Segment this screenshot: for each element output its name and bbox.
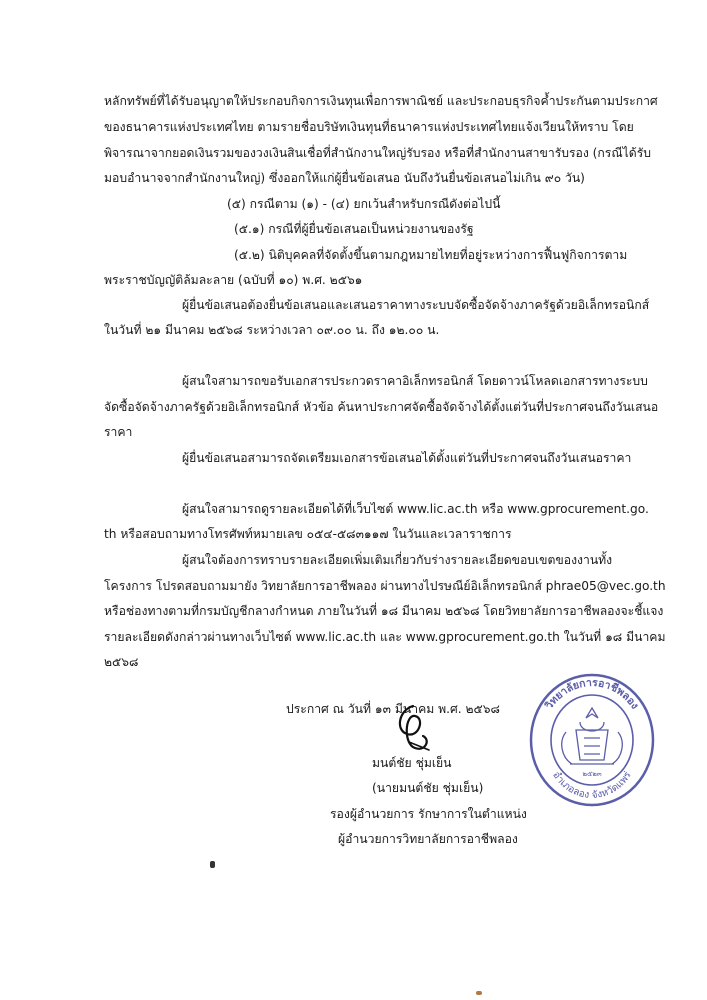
signer-acting-position: ผู้อำนวยการวิทยาลัยการอาชีพลอง — [338, 832, 518, 846]
svg-text:๒๕๒๓: ๒๕๒๓ — [582, 770, 602, 778]
text-line: รายละเอียดดังกล่าวผ่านทางเว็บไซต์ www.lic.ac.th และ www.gprocurement.go.th ในวันที่ ๑๘ มีนาคม — [104, 630, 666, 644]
text-line: ผู้สนใจสามารถขอรับเอกสารประกวดราคาอิเล็กทรอนิกส์ โดยดาวน์โหลดเอกสารทางระบบ — [182, 374, 648, 388]
text-line: ราคา — [104, 425, 133, 439]
clause-5: (๕) กรณีตาม (๑) - (๔) ยกเว้นสำหรับกรณีดังต่อไปนี้ — [227, 197, 501, 211]
text-line: ผู้สนใจต้องการทราบรายละเอียดเพิ่มเติมเกี่ยวกับร่างรายละเอียดขอบเขตของงานทั้ง — [182, 553, 613, 567]
signer-full-name: (นายมนต์ชัย ชุ่มเย็น) — [372, 781, 484, 795]
announcement-date: ประกาศ ณ วันที่ ๑๓ มีนาคม พ.ศ. ๒๕๖๘ — [286, 702, 500, 716]
text-line: หลักทรัพย์ที่ได้รับอนุญาตให้ประกอบกิจการเงินทุนเพื่อการพาณิชย์ และประกอบธุรกิจค้ำประกันตามประกาศ — [104, 94, 658, 108]
text-line: ผู้สนใจสามารถดูรายละเอียดได้ที่เว็บไซต์ www.lic.ac.th หรือ www.gprocurement.go. — [182, 502, 649, 516]
svg-text:อำเภอลอง จังหวัดแพร่: อำเภอลอง จังหวัดแพร่ — [550, 769, 634, 802]
clause-5-2: (๕.๒) นิติบุคคลที่จัดตั้งขึ้นตามกฎหมายไทยที่อยู่ระหว่างการฟื้นฟูกิจการตาม — [234, 248, 628, 262]
text-line: ในวันที่ ๒๑ มีนาคม ๒๕๖๘ ระหว่างเวลา ๐๙.๐๐ น. ถึง ๑๒.๐๐ น. — [104, 323, 440, 337]
text-line: มอบอำนาจจากสำนักงานใหญ่) ซึ่งออกให้แก่ผู้ยื่นข้อเสนอ นับถึงวันยื่นข้อเสนอไม่เกิน ๙๐ วัน) — [104, 171, 585, 185]
svg-text:วิทยาลัยการอาชีพลอง: วิทยาลัยการอาชีพลอง — [543, 676, 641, 712]
college-seal — [528, 672, 656, 808]
text-line: หรือช่องทางตามที่กรมบัญชีกลางกำหนด ภายในวันที่ ๑๘ มีนาคม ๒๕๖๘ โดยวิทยาลัยการอาชีพลองจะชี้แจง — [104, 604, 664, 618]
text-line: ๒๕๖๘ — [104, 655, 139, 669]
ink-speck — [210, 861, 215, 868]
text-line: โครงการ โปรดสอบถามมายัง วิทยาลัยการอาชีพลอง ผ่านทางไปรษณีย์อิเล็กทรอนิกส์ phrae05@vec.go.th — [104, 579, 666, 593]
text-line: ผู้ยื่นข้อเสนอต้องยื่นข้อเสนอและเสนอราคาทางระบบจัดซื้อจัดจ้างภาครัฐด้วยอิเล็กทรอนิกส์ — [182, 298, 650, 312]
signer-position: รองผู้อำนวยการ รักษาการในตำแหน่ง — [330, 807, 527, 821]
text-line: พิจารณาจากยอดเงินรวมของวงเงินสินเชื่อที่สำนักงานใหญ่รับรอง หรือที่สำนักงานสาขารับรอง (กรณีได้รับ — [104, 146, 651, 160]
text-line: th หรือสอบถามทางโทรศัพท์หมายเลข ๐๕๔-๕๘๓๑๑๗ ในวันและเวลาราชการ — [104, 527, 512, 541]
text-line: ของธนาคารแห่งประเทศไทย ตามรายชื่อบริษัทเงินทุนที่ธนาคารแห่งประเทศไทยแจ้งเวียนให้ทราบ โดย — [104, 120, 634, 134]
ink-speck — [476, 991, 482, 995]
signature-mark — [385, 700, 445, 760]
signer-name: มนต์ชัย ชุ่มเย็น — [372, 756, 452, 770]
clause-5-2-continued: พระราชบัญญัติล้มละลาย (ฉบับที่ ๑๐) พ.ศ. ๒๕๖๑ — [104, 273, 363, 287]
text-line: จัดซื้อจัดจ้างภาครัฐด้วยอิเล็กทรอนิกส์ หัวข้อ ค้นหาประกาศจัดซื้อจัดจ้างได้ตั้งแต่วันที่ประกาศจนถึงวันเสนอ — [104, 400, 659, 414]
paragraph-prepare: ผู้ยื่นข้อเสนอสามารถจัดเตรียมเอกสารข้อเสนอได้ตั้งแต่วันที่ประกาศจนถึงวันเสนอราคา — [182, 451, 632, 465]
clause-5-1: (๕.๑) กรณีที่ผู้ยื่นข้อเสนอเป็นหน่วยงานของรัฐ — [234, 222, 474, 236]
